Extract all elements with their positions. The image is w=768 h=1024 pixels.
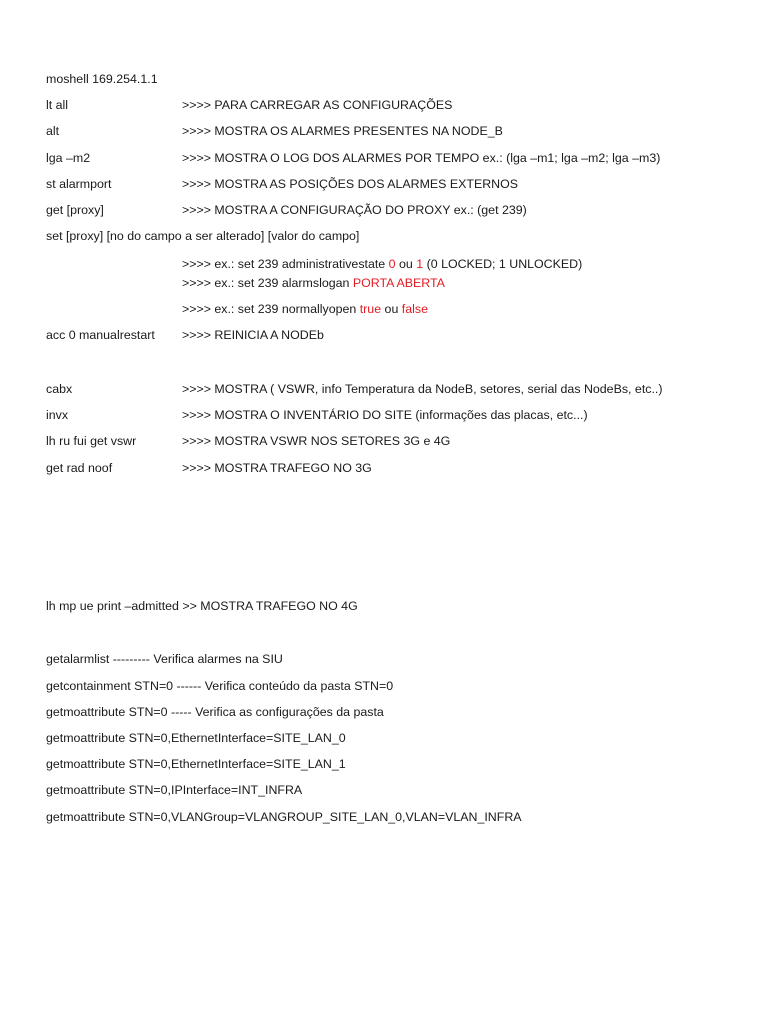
command-description: >>>> MOSTRA OS ALARMES PRESENTES NA NODE_B xyxy=(182,124,503,138)
example-value-red: 0 xyxy=(388,257,396,271)
example-text: >>>> ex.: set 239 alarmslogan xyxy=(182,276,350,290)
command-description: >>>> MOSTRA TRAFEGO NO 3G xyxy=(182,461,372,475)
command-description: >>>> MOSTRA O LOG DOS ALARMES POR TEMPO ex.: (lga –m1; lga –m2; lga –m3) xyxy=(182,151,661,165)
command-text: alt xyxy=(46,124,60,138)
command-row xyxy=(46,460,372,476)
command-description: >>>> MOSTRA O INVENTÁRIO DO SITE (informações das placas, etc...) xyxy=(182,408,588,422)
siu-command-line: getcontainment STN=0 ------ Verifica conteúdo da pasta STN=0 xyxy=(46,679,394,693)
command-row xyxy=(46,176,518,192)
command-text: cabx xyxy=(46,382,73,396)
example-text: >>>> ex.: set 239 administrativestate xyxy=(182,257,386,271)
siu-command-line: getmoattribute STN=0 ----- Verifica as configurações da pasta xyxy=(46,705,384,719)
example-value-red: false xyxy=(401,302,428,316)
command-row xyxy=(46,407,588,423)
command-row xyxy=(46,381,662,397)
siu-command-line: getmoattribute STN=0,IPInterface=INT_INFRA xyxy=(46,783,303,797)
command-description: >>>> MOSTRA AS POSIÇÕES DOS ALARMES EXTERNOS xyxy=(182,177,519,191)
command-text: lt all xyxy=(46,98,69,112)
set-proxy-line: set [proxy] [no do campo a ser alterado] [valor do campo] xyxy=(46,229,360,243)
siu-command-line: getmoattribute STN=0,EthernetInterface=SITE_LAN_1 xyxy=(46,757,346,771)
command-description: >>>> MOSTRA ( VSWR, info Temperatura da NodeB, setores, serial das NodeBs, etc..) xyxy=(182,382,663,396)
example-administrativestate xyxy=(182,256,582,272)
command-description: >>>> MOSTRA A CONFIGURAÇÃO DO PROXY ex.: (get 239) xyxy=(182,203,527,217)
example-text: >>>> ex.: set 239 normallyopen xyxy=(182,302,357,316)
example-value-red: 1 xyxy=(416,257,424,271)
example-value-red: PORTA ABERTA xyxy=(352,276,445,290)
example-text: ou xyxy=(399,257,413,271)
command-row xyxy=(46,202,527,218)
example-alarmslogan xyxy=(182,275,445,291)
command-row xyxy=(46,97,452,113)
command-text: lh ru fui get vswr xyxy=(46,434,137,448)
lh-mp-line: lh mp ue print –admitted >> MOSTRA TRAFEGO NO 4G xyxy=(46,599,358,613)
command-row xyxy=(46,150,660,166)
siu-command-line: getalarmlist --------- Verifica alarmes na SIU xyxy=(46,652,283,666)
command-row xyxy=(46,123,503,139)
example-normallyopen xyxy=(182,301,428,317)
example-value-red: true xyxy=(359,302,382,316)
command-description: >>>> REINICIA A NODEb xyxy=(182,328,324,342)
command-text: invx xyxy=(46,408,69,422)
command-text: acc 0 manualrestart xyxy=(46,328,155,342)
command-text: lga –m2 xyxy=(46,151,91,165)
siu-command-line: getmoattribute STN=0,EthernetInterface=SITE_LAN_0 xyxy=(46,731,346,745)
siu-command-line: getmoattribute STN=0,VLANGroup=VLANGROUP_SITE_LAN_0,VLAN=VLAN_INFRA xyxy=(46,810,522,824)
example-text: (0 LOCKED; 1 UNLOCKED) xyxy=(426,257,583,271)
command-text: get rad noof xyxy=(46,461,113,475)
command-text: get [proxy] xyxy=(46,203,104,217)
command-row xyxy=(46,433,450,449)
example-text: ou xyxy=(384,302,399,316)
moshell-header: moshell 169.254.1.1 xyxy=(46,72,158,86)
command-row xyxy=(46,327,324,343)
command-text: st alarmport xyxy=(46,177,112,191)
command-description: >>>> MOSTRA VSWR NOS SETORES 3G e 4G xyxy=(182,434,451,448)
command-description: >>>> PARA CARREGAR AS CONFIGURAÇÕES xyxy=(182,98,453,112)
